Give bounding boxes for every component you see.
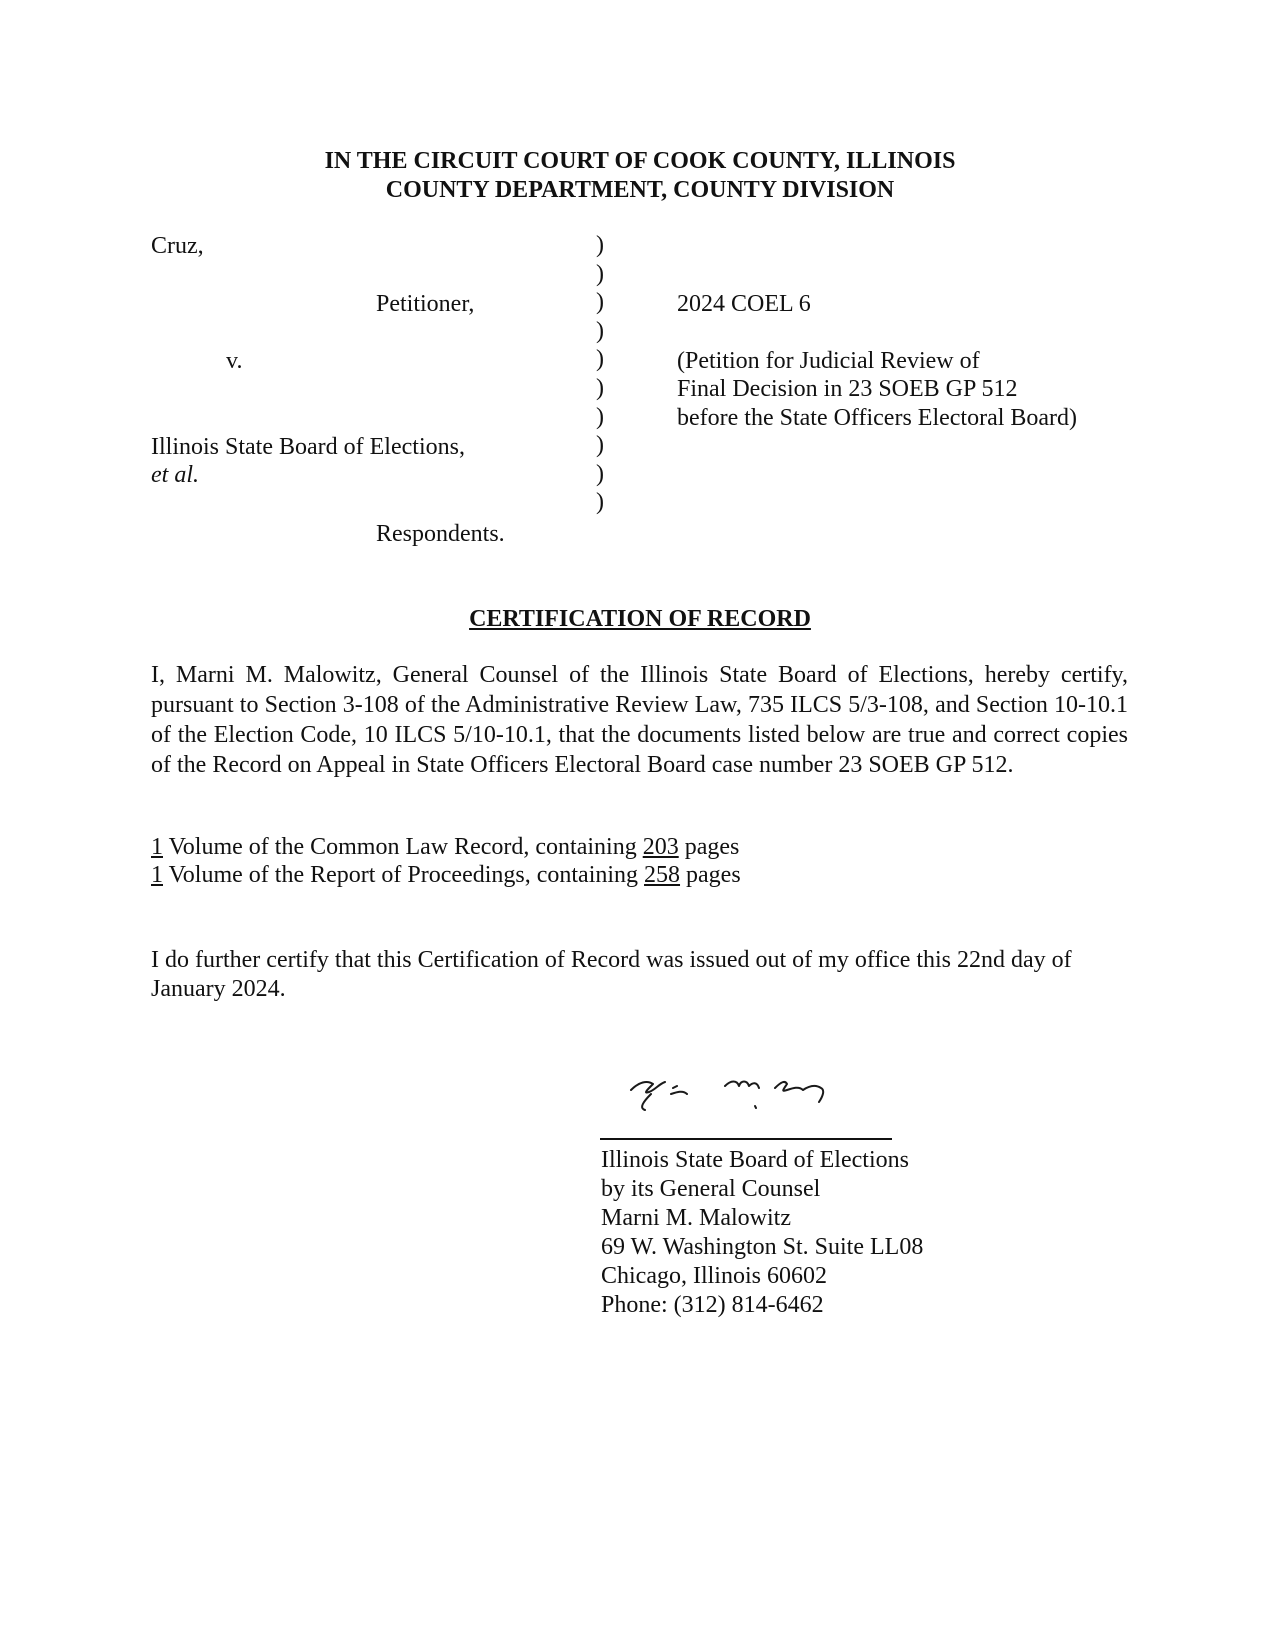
case-description-line-2: Final Decision in 23 SOEB GP 512 [677, 376, 1018, 402]
petitioner-name: Cruz, [151, 233, 204, 259]
volume-line-common-law [151, 833, 739, 861]
signature-line-6: Phone: (312) 814-6462 [601, 1292, 824, 1318]
caption-paren: ) [596, 260, 604, 287]
case-number: 2024 COEL 6 [677, 291, 811, 317]
court-header-line-2: COUNTY DEPARTMENT, COUNTY DIVISION [385, 177, 895, 203]
respondent-et-al: et al. [151, 462, 199, 488]
court-header-line-1: IN THE CIRCUIT COURT OF COOK COUNTY, ILLINOIS [324, 148, 956, 174]
signature-line-5: Chicago, Illinois 60602 [601, 1263, 827, 1289]
volume-count: 1 [151, 834, 163, 860]
certification-title: CERTIFICATION OF RECORD [469, 606, 811, 632]
page-count: 258 [644, 862, 681, 888]
caption-paren: ) [596, 403, 604, 430]
signature-block [601, 1146, 923, 1320]
volume-suffix: pages [680, 862, 741, 888]
court-header [0, 147, 1272, 205]
caption-paren: ) [596, 317, 604, 344]
caption-paren: ) [596, 232, 604, 258]
further-certification: I do further certify that this Certification of Record was issued out of my office this 22nd day of January 2024. [151, 947, 1072, 1002]
caption-paren: ) [596, 489, 604, 516]
signature-line-4: 69 W. Washington St. Suite LL08 [601, 1234, 924, 1260]
caption-paren: ) [596, 289, 604, 316]
petitioner-role: Petitioner, [376, 291, 475, 317]
certification-body: I, Marni M. Malowitz, General Counsel of the Illinois State Board of Elections, hereby certify, pursuant to Section 3-108 of the Administrative Review Law, 735 ILCS 5/3-108, and Section 10-10.1 of the Election Code, 10 ILCS 5/10-10.1, that the documents listed below are true and correct copies of the Record on Appeal in State Officers Electoral Board case number 23 SOEB GP 512. [151, 662, 1128, 778]
volume-suffix: pages [678, 834, 740, 860]
caption-paren: ) [596, 460, 604, 487]
respondent-name: Illinois State Board of Elections, [151, 434, 465, 460]
volume-description: Volume of the Common Law Record, containing [163, 834, 643, 860]
case-description-line-3: before the State Officers Electoral Board) [677, 405, 1078, 431]
volume-count: 1 [151, 862, 163, 888]
signature-line-3: Marni M. Malowitz [601, 1205, 791, 1231]
versus-label: v. [226, 348, 243, 374]
handwritten-signature [625, 1068, 865, 1118]
caption-parenthesis-column [596, 231, 616, 517]
case-description-line-1: (Petition for Judicial Review of [677, 348, 980, 374]
page-count: 203 [642, 834, 679, 860]
signature-line-1: Illinois State Board of Elections [601, 1147, 909, 1173]
signature-line-2: by its General Counsel [601, 1176, 821, 1202]
volume-description: Volume of the Report of Proceedings, containing [163, 862, 645, 888]
volume-line-proceedings [151, 861, 741, 889]
caption-paren: ) [596, 346, 604, 373]
caption-paren: ) [596, 374, 604, 401]
caption-paren: ) [596, 432, 604, 459]
signature-line [600, 1138, 892, 1140]
respondent-role: Respondents. [376, 521, 505, 547]
